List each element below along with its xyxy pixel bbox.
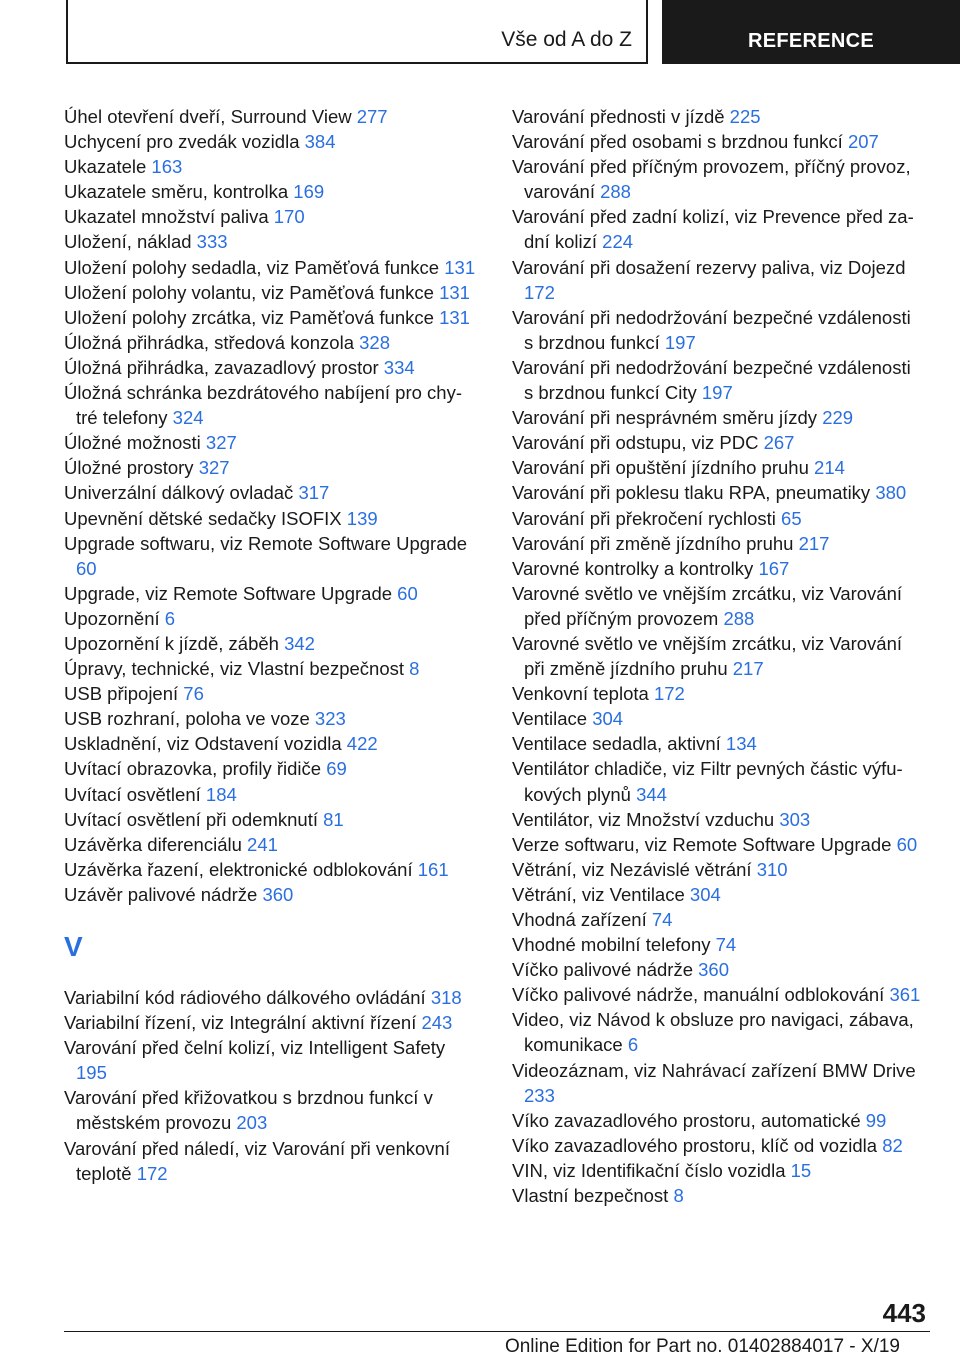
index-entry-text: Víčko palivové nádrže, manuální odblokování [512, 984, 885, 1006]
index-entry-text: Uložení, náklad [64, 231, 192, 253]
index-entry [64, 531, 476, 581]
section-label: Vše od A do Z [501, 28, 632, 51]
index-entry [512, 907, 924, 932]
index-entry-page-link[interactable]: 360 [262, 883, 294, 905]
index-entry-page-link[interactable]: 224 [602, 231, 634, 253]
index-entries-v-continued [512, 104, 924, 1208]
index-entry-text: Uzávěrka řazení, elektronické odblokování [64, 858, 413, 880]
index-entry [64, 506, 476, 531]
index-entry [64, 631, 476, 656]
index-entry-page-link[interactable]: 267 [763, 432, 795, 454]
index-entry-page-link[interactable]: 327 [205, 432, 237, 454]
index-entry [512, 681, 924, 706]
index-entry [64, 1085, 476, 1135]
index-entry [512, 631, 924, 681]
index-entry-text: Uvítací osvětlení [64, 783, 201, 805]
index-entry-page-link[interactable]: 170 [273, 206, 305, 228]
index-entry-text: Uvítací obrazovka, profily řidiče [64, 758, 322, 780]
index-entry-text: Videozáznam, viz Nahrávací zařízení BMW Drive [512, 1059, 916, 1081]
index-entry-page-link[interactable]: 139 [346, 507, 378, 529]
index-entry [512, 756, 924, 806]
index-entry-text: Vhodná zařízení [512, 909, 647, 930]
index-entry [512, 832, 924, 857]
index-entry-text: Varování při odstupu, viz PDC [512, 432, 759, 454]
index-entry [64, 129, 476, 154]
index-entry-text: Upozornění k jízdě, záběh [64, 632, 279, 654]
index-entry-page-link[interactable]: 229 [822, 407, 854, 429]
index-entry [512, 1108, 924, 1133]
index-entry-page-link[interactable]: 172 [653, 683, 685, 705]
index-entry-text: Větrání, viz Ventilace [512, 883, 685, 905]
index-entry [512, 405, 924, 430]
index-entry-text: Varování při poklesu tlaku RPA, pneumatiky [512, 482, 871, 504]
index-entry-text: Varování před křižovatkou s brzdnou funkcí v městském provozu [64, 1087, 433, 1134]
index-entry-text: Verze softwaru, viz Remote Software Upgrade [512, 833, 892, 855]
index-entry-page-link[interactable]: 324 [172, 407, 204, 429]
index-entry-text: Úložná přihrádka, středová konzola [64, 331, 354, 353]
index-entry-page-link[interactable]: 74 [715, 934, 737, 956]
index-entry-text: Varování přednosti v jízdě [512, 106, 725, 127]
index-entry-text: Ukazatel množství paliva [64, 206, 269, 228]
index-entry-text: Venkovní teplota [512, 683, 649, 705]
index-entry-text: Varování při překročení rychlosti [512, 507, 776, 529]
index-entry [64, 1010, 476, 1035]
index-entry-page-link[interactable]: 203 [236, 1112, 268, 1134]
index-entry [512, 355, 924, 405]
index-entry-text: Varování při dosažení rezervy paliva, viz Dojezd [512, 256, 906, 278]
index-entry-page-link[interactable]: 380 [875, 482, 907, 504]
index-entry [512, 932, 924, 957]
index-entry-text: Varování před příčným provozem, příčný provoz, varování [512, 156, 911, 203]
index-entry-text: Variabilní řízení, viz Integrální aktivní řízení [64, 1012, 417, 1034]
index-entry [64, 882, 476, 907]
index-entry-page-link[interactable]: 384 [304, 131, 336, 153]
index-entry [512, 731, 924, 756]
index-entry-page-link[interactable]: 327 [198, 457, 230, 479]
index-entry-page-link[interactable]: 134 [725, 733, 757, 755]
index-entry-page-link[interactable]: 288 [600, 181, 631, 203]
index-entry [512, 531, 924, 556]
index-entry-page-link[interactable]: 69 [326, 758, 347, 780]
index-entry-page-link[interactable]: 60 [76, 557, 97, 579]
index-entry [64, 985, 476, 1010]
index-entry-text: Upozornění [64, 607, 160, 629]
index-entry-page-link[interactable]: 310 [756, 858, 788, 880]
index-entry-text: Větrání, viz Nezávislé větrání [512, 858, 752, 880]
letter-heading-v: V [64, 931, 83, 962]
index-entry [512, 1133, 924, 1158]
index-entry [64, 681, 476, 706]
index-entry [64, 706, 476, 731]
index-entry-text: Varování při nedodržování bezpečné vzdálenosti s brzdnou funkcí [512, 306, 911, 353]
index-entry-text: Variabilní kód rádiového dálkového ovládání [64, 987, 426, 1008]
index-entry-text: USB připojení [64, 683, 179, 705]
index-entry-page-link[interactable]: 74 [651, 909, 673, 930]
index-entry-page-link[interactable]: 163 [151, 156, 183, 178]
index-entry-text: Ventilace [512, 708, 588, 730]
index-entry-text: Varovné světlo ve vnějším zrcátku, viz Varování před příčným provozem [512, 582, 903, 629]
index-entry-page-link[interactable]: 241 [247, 833, 278, 855]
index-entry [64, 154, 476, 179]
index-entry-text: Upgrade softwaru, viz Remote Software Upgrade [64, 532, 468, 554]
index-entry-page-link[interactable]: 167 [758, 557, 790, 579]
index-entry [64, 229, 476, 254]
index-entry-text: Uložení polohy sedadla, viz Paměťová funkce [64, 256, 440, 278]
index-entry-page-link[interactable]: 76 [183, 683, 204, 705]
index-entry-text: Uložení polohy volantu, viz Paměťová funkce [64, 281, 434, 303]
index-entry-page-link[interactable]: 217 [798, 532, 830, 554]
index-entry-text: Víčko palivové nádrže [512, 959, 693, 981]
index-entry [512, 154, 924, 204]
index-entry-text: Varování před osobami s brzdnou funkcí [512, 131, 843, 153]
index-entry-page-link[interactable]: 318 [430, 987, 462, 1008]
index-entry-page-link[interactable]: 131 [444, 256, 476, 278]
index-entry [64, 807, 476, 832]
index-entry-text: Vlastní bezpečnost [512, 1185, 669, 1207]
index-entry [64, 857, 476, 882]
index-entry [64, 581, 476, 606]
index-entry-page-link[interactable]: 344 [636, 783, 667, 805]
index-entry-page-link[interactable]: 65 [781, 507, 802, 529]
index-entry [64, 455, 476, 480]
index-entry-text: Uložení polohy zrcátka, viz Paměťová funkce [64, 306, 434, 328]
index-entry-page-link[interactable]: 304 [689, 883, 721, 905]
footer-edition-text: Online Edition for Part no. 01402884017 - X/19 [504, 1336, 900, 1357]
index-entry-text: Varování před čelní kolizí, viz Intelligent Safety [64, 1037, 446, 1059]
index-entry-page-link[interactable]: 197 [664, 331, 696, 353]
index-entry [512, 556, 924, 581]
index-entry-text: Vhodné mobilní telefony [512, 934, 711, 956]
index-entry [64, 305, 476, 330]
index-entry-text: Ventilace sedadla, aktivní [512, 733, 721, 755]
index-entry-text: Varování před zadní kolizí, viz Prevence před zadní kolizí [512, 206, 914, 253]
index-entry [64, 756, 476, 781]
index-entry [64, 1136, 476, 1186]
index-entry-page-link[interactable]: 8 [409, 658, 420, 680]
index-entry-page-link[interactable]: 81 [323, 808, 344, 830]
index-entry-text: Varovné kontrolky a kontrolky [512, 557, 754, 579]
index-entry-text: Úložné prostory [64, 457, 194, 479]
index-entry-text: Varování před náledí, viz Varování při venkovní teplotě [64, 1137, 450, 1184]
chapter-tab: REFERENCE [662, 0, 960, 64]
index-entry-page-link[interactable]: 8 [673, 1185, 684, 1207]
index-entry [512, 506, 924, 531]
index-entry [64, 355, 476, 380]
index-entry [64, 179, 476, 204]
footer-rule [64, 1331, 930, 1332]
index-entry [64, 782, 476, 807]
index-entry-text: Úložné možnosti [64, 432, 201, 454]
index-entry-page-link[interactable]: 184 [205, 783, 237, 805]
index-entry-page-link[interactable]: 217 [732, 658, 764, 680]
index-entry-page-link[interactable]: 131 [439, 281, 470, 303]
index-entry-text: Úpravy, technické, viz Vlastní bezpečnost [64, 658, 405, 680]
index-entry-text: Uzávěrka diferenciálu [64, 833, 242, 855]
index-entry [64, 104, 476, 129]
index-entry-page-link[interactable]: 233 [524, 1084, 555, 1106]
index-entry-page-link[interactable]: 334 [383, 356, 415, 378]
index-entry [512, 455, 924, 480]
index-entry [512, 706, 924, 731]
index-entry-page-link[interactable]: 303 [779, 808, 811, 830]
index-entry-text: Ukazatele [64, 156, 147, 178]
index-entry-page-link[interactable]: 288 [723, 607, 755, 629]
index-entry [512, 255, 924, 305]
page-number: 443 [882, 1298, 926, 1328]
index-entry-page-link[interactable]: 99 [865, 1109, 887, 1131]
index-entry [64, 731, 476, 756]
index-entry-text: Uchycení pro zvedák vozidla [64, 131, 300, 153]
index-entry-text: Víko zavazadlového prostoru, klíč od vozidla [512, 1134, 878, 1156]
index-entry [512, 104, 924, 129]
index-entries-v [64, 985, 476, 1186]
index-entry-text: Varování při opuštění jízdního pruhu [512, 457, 809, 479]
index-entry-page-link[interactable]: 172 [136, 1162, 168, 1184]
index-entry [512, 480, 924, 505]
index-entry [512, 204, 924, 254]
index-entry-page-link[interactable]: 317 [298, 482, 330, 504]
index-entry-page-link[interactable]: 197 [701, 382, 733, 404]
index-entry-page-link[interactable]: 169 [293, 181, 325, 203]
index-entry-text: Upgrade, viz Remote Software Upgrade [64, 582, 393, 604]
index-entry [64, 606, 476, 631]
index-entry [64, 430, 476, 455]
index-entry-page-link[interactable]: 60 [896, 833, 918, 855]
index-entry [512, 882, 924, 907]
index-entry-text: Víko zavazadlového prostoru, automatické [512, 1109, 861, 1131]
index-entry [512, 305, 924, 355]
index-entry-text: Upevnění dětské sedačky ISOFIX [64, 507, 342, 529]
index-entry-text: Video, viz Návod k obsluze pro navigaci, zábava, komunikace [512, 1009, 914, 1056]
index-entry-page-link[interactable]: 225 [729, 106, 761, 127]
index-entry-page-link[interactable]: 243 [421, 1012, 453, 1034]
index-entry [64, 832, 476, 857]
index-entry-text: Varování při nesprávném směru jízdy [512, 407, 818, 429]
index-entry [64, 380, 476, 430]
index-entry [512, 1007, 924, 1057]
index-entry-page-link[interactable]: 161 [417, 858, 449, 880]
index-entry-page-link[interactable]: 82 [882, 1134, 903, 1156]
header-frame [66, 0, 648, 64]
index-entry [512, 430, 924, 455]
index-entry [64, 656, 476, 681]
index-entry-page-link[interactable]: 304 [592, 708, 624, 730]
index-entry [512, 857, 924, 882]
index-entry-text: USB rozhraní, poloha ve voze [64, 708, 310, 730]
index-entry-page-link[interactable]: 323 [314, 708, 346, 730]
index-entry-text: Uvítací osvětlení při odemknutí [64, 808, 318, 830]
index-entry [512, 982, 924, 1007]
index-entry-page-link[interactable]: 422 [346, 733, 378, 755]
index-entry [512, 1058, 924, 1108]
index-entry-text: Ventilátor, viz Množství vzduchu [512, 808, 775, 830]
index-entry [64, 255, 476, 280]
index-entry [512, 1183, 924, 1208]
index-entry-page-link[interactable]: 360 [698, 959, 730, 981]
index-entry-text: VIN, viz Identifikační číslo vozidla [512, 1159, 786, 1181]
index-entry [512, 1158, 924, 1183]
index-column-right [512, 104, 924, 1208]
index-entry-page-link[interactable]: 6 [627, 1034, 639, 1056]
index-entry [64, 280, 476, 305]
index-entry-page-link[interactable]: 333 [196, 231, 228, 253]
index-entry [64, 330, 476, 355]
index-entry [512, 581, 924, 631]
index-entry-page-link[interactable]: 342 [284, 632, 315, 654]
index-entry-page-link[interactable]: 6 [164, 607, 176, 629]
index-entry-page-link[interactable]: 15 [790, 1159, 812, 1181]
index-entry [512, 807, 924, 832]
index-entry-page-link[interactable]: 328 [359, 331, 391, 353]
index-entry-page-link[interactable]: 207 [847, 131, 879, 153]
index-entry-text: Ventilátor chladiče, viz Filtr pevných částic výfukových plynů [512, 758, 903, 805]
index-column-left [64, 104, 476, 1186]
index-entry-text: Univerzální dálkový ovladač [64, 482, 294, 504]
index-entry [512, 957, 924, 982]
index-entry-text: Varování při nedodržování bezpečné vzdálenosti s brzdnou funkcí City [512, 356, 911, 404]
index-entry-text: Úložná přihrádka, zavazadlový prostor [64, 356, 379, 378]
index-entries-u [64, 104, 476, 907]
index-entry-page-link[interactable]: 131 [439, 306, 470, 328]
index-entry-page-link[interactable]: 60 [397, 582, 418, 604]
index-entry-text: Ukazatele směru, kontrolka [64, 181, 289, 203]
index-entry-page-link[interactable]: 195 [76, 1062, 107, 1084]
index-entry-text: Varovné světlo ve vnějším zrcátku, viz Varování při změně jízdního pruhu [512, 632, 903, 680]
index-entry-text: Úložná schránka bezdrátového nabíjení pro chytré telefony [64, 382, 462, 429]
index-entry-page-link[interactable]: 172 [524, 281, 555, 303]
index-entry [64, 1035, 476, 1085]
index-entry-text: Úhel otevření dveří, Surround View [64, 106, 352, 127]
index-entry-page-link[interactable]: 214 [814, 457, 845, 479]
index-entry-page-link[interactable]: 277 [356, 106, 388, 127]
index-entry [64, 204, 476, 229]
index-entry [512, 129, 924, 154]
index-entry-text: Varování při změně jízdního pruhu [512, 532, 794, 554]
index-entry-text: Uzávěr palivové nádrže [64, 883, 258, 905]
index-entry [64, 480, 476, 505]
index-entry-page-link[interactable]: 361 [889, 984, 921, 1006]
index-entry-text: Uskladnění, viz Odstavení vozidla [64, 733, 342, 755]
